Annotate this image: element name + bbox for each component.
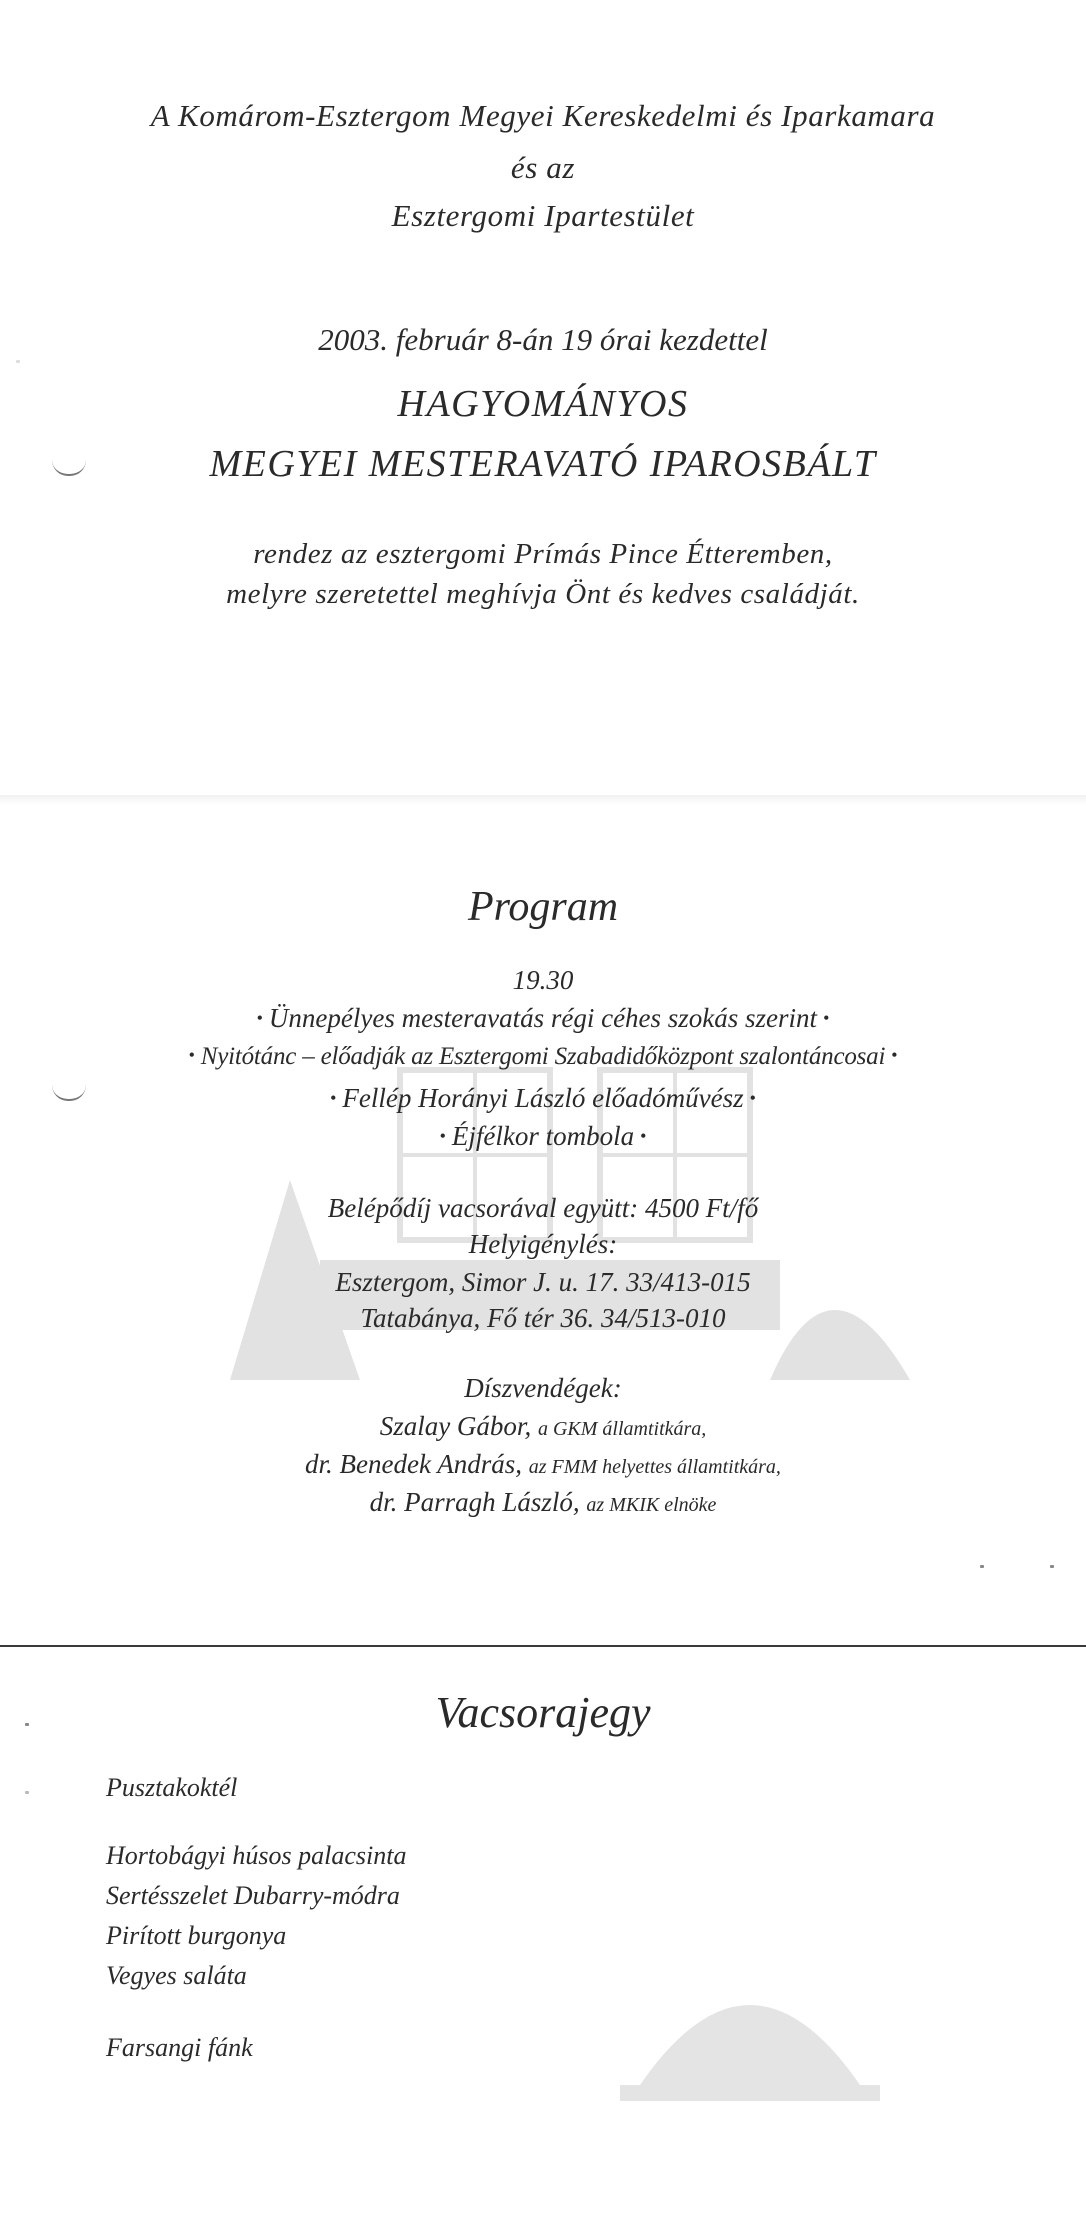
program-item <box>0 1083 1086 1114</box>
guest-role: az MKIK elnöke <box>586 1494 717 1516</box>
program-time: 19.30 <box>512 965 574 995</box>
event-title-1: HAGYOMÁNYOS <box>397 383 689 425</box>
bullet-mark: • <box>823 1008 830 1028</box>
bullet-mark: • <box>891 1045 898 1065</box>
program-item <box>0 1121 1086 1152</box>
program-item-text: Éjfélkor tombola <box>451 1121 635 1151</box>
scan-speck <box>25 1791 29 1794</box>
bullet-mark: • <box>640 1126 647 1146</box>
event-date: 2003. február 8-án 19 órai kezdettel <box>318 322 768 357</box>
program-item-text: Nyitótánc – előadják az Esztergomi Szabadidőközpont szalontáncosai <box>200 1043 886 1070</box>
scan-speck <box>25 1723 29 1726</box>
guest-role: a GKM államtitkára, <box>537 1418 707 1440</box>
guest-line <box>0 1449 1086 1480</box>
guest-line <box>0 1411 1086 1442</box>
bullet-mark: • <box>188 1045 195 1065</box>
reservation-tatabanya: Tatabánya, Fő tér 36. 34/513-010 <box>360 1303 726 1333</box>
dinner-ticket-panel <box>0 1645 1086 2219</box>
guest-name: Szalay Gábor, <box>379 1411 532 1441</box>
menu-item: Pusztakoktél <box>106 1773 238 1802</box>
scan-speck <box>16 360 20 363</box>
background-illustration <box>600 1905 900 2105</box>
menu-item: Pirított burgonya <box>106 1921 287 1950</box>
scan-speck <box>1050 1565 1054 1568</box>
guest-name: dr. Parragh László, <box>369 1487 580 1517</box>
menu-item: Vegyes saláta <box>106 1961 247 1990</box>
invitation-text-2: melyre szeretettel meghívja Önt és kedves családját. <box>226 578 860 610</box>
dinner-heading: Vacsorajegy <box>435 1688 651 1737</box>
bullet-mark: • <box>749 1088 756 1108</box>
program-item-text: Fellép Horányi László előadóművész <box>342 1083 744 1113</box>
scan-speck <box>980 1565 984 1568</box>
guests-label: Díszvendégek: <box>464 1373 622 1403</box>
menu-item: Hortobágyi húsos palacsinta <box>106 1841 407 1870</box>
organizer-line-3: Esztergomi Ipartestület <box>391 198 695 233</box>
reservation-label: Helyigénylés: <box>468 1229 618 1259</box>
reservation-esztergom: Esztergom, Simor J. u. 17. 33/413-015 <box>335 1267 751 1297</box>
guest-role: az FMM helyettes államtitkára, <box>528 1456 781 1478</box>
organizer-line-1: A Komárom-Esztergom Megyei Kereskedelmi és Iparkamara <box>150 98 936 133</box>
menu-item: Sertésszelet Dubarry-módra <box>106 1881 400 1910</box>
program-item <box>0 1043 1086 1071</box>
program-item <box>0 1003 1086 1034</box>
organizer-line-2: és az <box>510 150 576 185</box>
program-panel <box>0 795 1086 1645</box>
invitation-text-1: rendez az esztergomi Prímás Pince Étteremben, <box>253 538 833 570</box>
invitation-panel <box>0 0 1086 795</box>
program-item-text: Ünnepélyes mesteravatás régi céhes szokás szerint <box>268 1003 818 1033</box>
event-title-2: MEGYEI MESTERAVATÓ IPAROSBÁLT <box>209 443 877 485</box>
bullet-mark: • <box>330 1088 337 1108</box>
bullet-mark: • <box>439 1126 446 1146</box>
bullet-mark: • <box>256 1008 263 1028</box>
program-heading: Program <box>467 884 619 930</box>
guest-line <box>0 1487 1086 1518</box>
menu-item: Farsangi fánk <box>106 2033 253 2062</box>
entry-fee: Belépődíj vacsorával együtt: 4500 Ft/fő <box>327 1193 759 1223</box>
guest-name: dr. Benedek András, <box>305 1449 523 1479</box>
